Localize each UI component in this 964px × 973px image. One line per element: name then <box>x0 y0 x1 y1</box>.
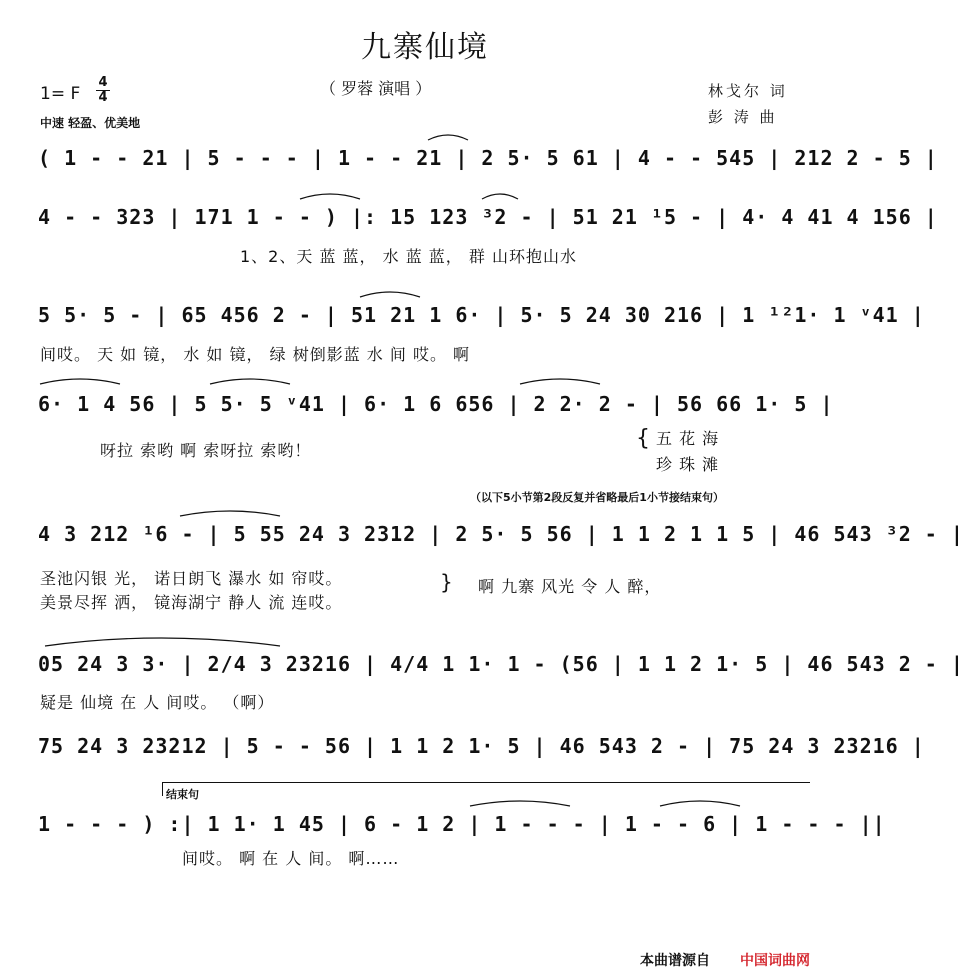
composer-credit: 彭 涛 曲 <box>708 108 778 126</box>
score-system-7: 75 24 3 23212 | 5 - - 56 | 1 1 2 1· 5 | 46 543 2 - | 75 24 3 23216 | <box>38 734 925 758</box>
time-signature-top: 4 <box>98 75 108 90</box>
score-system-3: 5 5· 5 - | 65 456 2 - | 51 21 1 6· | 5· 5 24 30 216 | 1 ¹²1· 1 ᵛ41 | <box>38 303 925 327</box>
refrain-lyrics: 啊 九寨 风光 令 人 醉， <box>478 577 662 596</box>
lyrics-system-8: 间哎。 啊 在 人 间。 啊…… <box>182 849 400 868</box>
song-title: 九寨仙境 <box>361 30 489 65</box>
score-system-6: 05 24 3 3· | 2/4 3 23216 | 4/4 1 1· 1 - (56 | 1 1 2 1· 5 | 46 543 2 - | <box>38 652 964 676</box>
key-signature: 1= F <box>40 84 81 104</box>
tempo-marking: 中速 轻盈、优美地 <box>40 116 141 130</box>
score-system-2: 4 - - 323 | 171 1 - - ) |: 15 123 ³2 - | 51 21 ¹5 - | 4· 4 41 4 156 | <box>38 205 938 229</box>
score-system-4: 6· 1 4 56 | 5 5· 5 ᵛ41 | 6· 1 6 656 | 2 2· 2 - | 56 66 1· 5 | <box>38 392 834 416</box>
bracket-line-1: 五 花 海 <box>656 429 720 448</box>
verse-bracket: { <box>636 426 651 451</box>
score-system-5: 4 3 212 ¹6 - | 5 55 24 3 2312 | 2 5· 5 56 | 1 1 2 1 1 5 | 46 543 ³2 - | <box>38 522 964 546</box>
source-site-link[interactable]: 中国词曲网 <box>740 953 810 969</box>
score-system-8: 1 - - - ) :| 1 1· 1 45 | 6 - 1 2 | 1 - - - | 1 - - 6 | 1 - - - || <box>38 812 886 836</box>
source-label: 本曲谱源自 <box>640 953 710 969</box>
ending-label: 结束句 <box>166 788 199 801</box>
lyrics-system-5-verse-1: 圣池闪银 光， 诺日朗飞 瀑水 如 帘哎。 <box>40 569 343 588</box>
singer-credit: （ 罗蓉 演唱 ） <box>320 79 432 98</box>
bracket-line-2: 珍 珠 滩 <box>656 455 720 474</box>
lyricist-credit: 林戈尔 词 <box>708 82 788 100</box>
lyrics-system-3: 间哎。 天 如 镜， 水 如 镜， 绿 树倒影蓝 水 间 哎。 啊 <box>40 345 471 364</box>
time-signature-bottom: 4 <box>96 90 110 105</box>
lyrics-system-5-verse-2: 美景尽挥 洒， 镜海湖宁 静人 流 连哎。 <box>40 593 343 612</box>
lyrics-brace: } <box>440 570 454 594</box>
lyrics-system-4: 呀拉 索哟 啊 索呀拉 索哟！ <box>100 441 312 460</box>
repeat-instruction: （以下5小节第2段反复并省略最后1小节接结束句） <box>470 491 724 504</box>
score-system-1: ( 1 - - 21 | 5 - - - | 1 - - 21 | 2 5· 5 61 | 4 - - 545 | 212 2 - 5 | <box>38 146 938 170</box>
lyrics-system-2: 1、2、天 蓝 蓝， 水 蓝 蓝， 群 山环抱山水 <box>240 247 577 266</box>
lyrics-system-6: 疑是 仙境 在 人 间哎。 （啊） <box>40 693 275 712</box>
